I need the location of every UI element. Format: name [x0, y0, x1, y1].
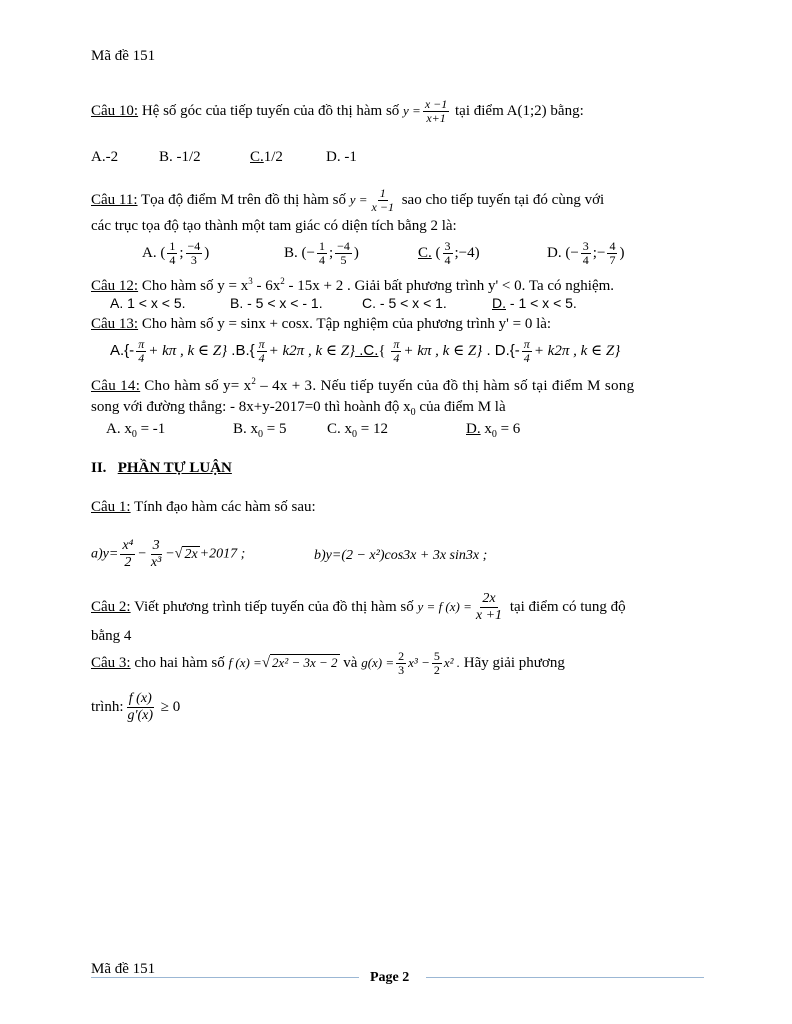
q12-option-b: B. - 5 < x < - 1. — [230, 295, 323, 311]
question-12: Câu 12: Cho hàm số $y = x^3 - 6x^2 - 15x + 2$ . Giải bất phương trình y' < 0. Ta có nghiệm. — [91, 276, 615, 294]
q13-options: A.{- $\frac{\pi}{4}$ + kπ , k ∈ Z} .B.{ $\frac{\pi}{4}$ + k2π , k ∈ Z} .C.{ $\frac{\pi}{4}$ + kπ , k ∈ Z} . D.{- $\frac{\pi}{4}$ + k2π , k ∈ Z} — [110, 337, 621, 365]
essay-question-1: Câu 1: Tính đạo hàm các hàm số sau: — [91, 499, 316, 515]
header-code: Mã đề 151 — [91, 48, 156, 64]
question-text: Hệ số góc của tiếp tuyến của đồ thị hàm số — [138, 102, 404, 119]
q12-option-a: A. 1 < x < 5. — [110, 295, 186, 311]
q10-option-b: B. -1/2 — [159, 149, 201, 165]
question-label: Câu 11: — [91, 191, 138, 208]
q10-option-d: D. -1 — [326, 149, 357, 165]
q13-option-c: .C. — [355, 341, 379, 359]
question-11: Câu 11: Tọa độ điểm M trên đồ thị hàm số y = $\frac{1}{x -1}$ sao cho tiếp tuyến tại đó cùng với — [91, 186, 605, 214]
function-fraction: $\frac{1}{x -1}$ — [371, 186, 394, 214]
question-14: Câu 14: Cho hàm số $y= x^2 - 4x + 3$. Nếu tiếp tuyến của đồ thị hàm số tại điểm M song — [91, 376, 635, 394]
question-text: Tọa độ điểm M trên đồ thị hàm số — [137, 191, 350, 208]
q13-option-d: . D.{- — [482, 341, 520, 359]
q13-option-b: .B.{ — [227, 341, 255, 359]
q14-option-c: C. $x_0 = 12$ — [327, 421, 388, 440]
question-13: Câu 13: Cho hàm số y = sinx + cosx. Tập nghiệm của phương trình y' = 0 là: — [91, 316, 552, 332]
function-fraction: $\frac{x -1}{x+1}$ — [424, 97, 448, 125]
section-heading: II. PHẦN TỰ LUẬN — [91, 460, 232, 476]
essay-question-3: Câu 3: cho hai hàm số f (x) =√ 2x² − 3x − 2 và g(x) = $\frac{2}{3}$ x³ − $\frac{5}{2}$ x² . Hãy giải phương — [91, 649, 565, 677]
q11-option-a: A. ( $\frac{1}{4}$ ; $\frac{-4}{3}$ ) — [142, 239, 210, 267]
question-10 — [91, 98, 584, 125]
essay-q1-part-b: b)y=(2 − x²)cos3x + 3x sin3x ; — [314, 548, 488, 563]
question-text-2: tại điểm A(1;2) bằng: — [451, 102, 584, 119]
q10-option-c: C.1/2 — [250, 149, 283, 165]
question-label: Câu 10: — [91, 102, 139, 119]
essay-q2-line2: bằng 4 — [91, 628, 132, 644]
q11-option-b: B. (− $\frac{1}{4}$ ; $\frac{-4}{5}$ ) — [284, 239, 359, 267]
essay-question-2: Câu 2: Viết phương trình tiếp tuyến của đồ thị hàm số y = f (x) = $\frac{2x}{x +1}$ tại điểm có tung độ — [91, 591, 626, 623]
q14-option-d: D. $x_0 = 6$ — [466, 421, 521, 440]
footer-rule-right — [426, 977, 704, 978]
q12-option-d: D. - 1 < x < 5. — [492, 295, 577, 311]
q10-option-a: A.-2 — [91, 149, 119, 165]
q13-option-a: A.{- — [110, 341, 135, 359]
q11-line2: các trục tọa độ tạo thành một tam giác có diện tích bằng 2 là: — [91, 218, 457, 234]
q14-line2: song với đường thẳng: - 8x+y-2017=0 thì hoành độ $x_0$ của điểm M là — [91, 399, 506, 418]
footer-code: Mã đề 151 — [91, 961, 156, 977]
q11-option-d: D. (− $\frac{3}{4}$ ;− $\frac{4}{7}$ ) — [547, 239, 625, 267]
essay-q3-line2: trình: $\frac{f (x)}{g'(x)}$ ≥ 0 — [91, 691, 181, 723]
q14-option-a: A. $x_0 = -1$ — [106, 421, 166, 440]
essay-q1-part-a: a)y= $\frac{\text{x⁴}}{2}$ − $\frac{3}{\text{x³}}$ −√ 2x +2017 ; — [91, 538, 246, 570]
q11-option-c: C. ( $\frac{3}{4}$ ;−4) — [418, 239, 480, 267]
page-number: Page 2 — [370, 970, 410, 985]
footer-rule-left — [91, 977, 359, 978]
function-lhs: y = — [403, 102, 421, 118]
q12-option-c: C. - 5 < x < 1. — [362, 295, 447, 311]
q14-option-b: B. $x_0 = 5$ — [233, 421, 287, 440]
